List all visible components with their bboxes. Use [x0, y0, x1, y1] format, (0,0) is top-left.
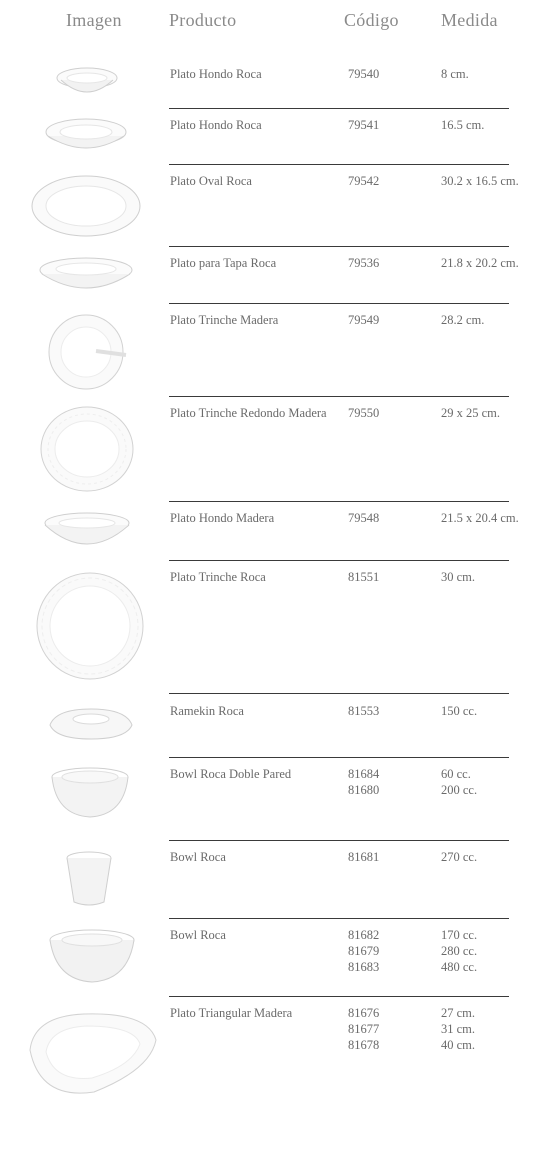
- product-measure: 16.5 cm.: [441, 118, 485, 132]
- row-divider: [169, 560, 509, 561]
- product-code: 81684: [348, 767, 380, 781]
- product-code: 81677: [348, 1022, 380, 1036]
- product-code: 81551: [348, 570, 380, 584]
- table-row: [0, 998, 552, 1108]
- product-code: 81678: [348, 1038, 380, 1052]
- row-divider: [169, 840, 509, 841]
- product-measure: 30.2 x 16.5 cm.: [441, 174, 519, 188]
- double-wall-bowl-icon: [48, 765, 132, 821]
- row-divider: [169, 501, 509, 502]
- product-measure: 150 cc.: [441, 704, 478, 718]
- row-divider: [169, 396, 509, 397]
- table-row: [0, 920, 552, 996]
- product-measure: 200 cc.: [441, 783, 478, 797]
- table-row: [0, 305, 552, 396]
- triangular-plate-icon: [24, 1010, 160, 1098]
- row-divider: [169, 693, 509, 694]
- round-textured-plate-icon: [38, 404, 136, 494]
- product-codes: [348, 927, 428, 975]
- product-name: Plato Hondo Madera: [170, 511, 275, 525]
- row-divider: [169, 918, 509, 919]
- rock-bowl-icon: [46, 928, 138, 986]
- product-measure: 480 cc.: [441, 960, 478, 974]
- product-measure: 21.5 x 20.4 cm.: [441, 511, 519, 525]
- table-row: [0, 398, 552, 501]
- product-name: Plato Trinche Roca: [170, 570, 266, 584]
- product-measure: 30 cm.: [441, 570, 476, 584]
- product-measure: 31 cm.: [441, 1022, 476, 1036]
- product-code: 81680: [348, 783, 380, 797]
- oval-plate-icon: [30, 174, 142, 238]
- product-measure: 27 cm.: [441, 1006, 476, 1020]
- row-divider: [169, 996, 509, 997]
- row-divider: [169, 108, 509, 109]
- product-measure: 28.2 cm.: [441, 313, 485, 327]
- product-name: Bowl Roca: [170, 850, 226, 864]
- product-code: 79548: [348, 511, 380, 525]
- product-measures: [441, 927, 551, 975]
- product-codes: [348, 766, 428, 798]
- product-name: Ramekin Roca: [170, 704, 244, 718]
- product-measure: 170 cc.: [441, 928, 478, 942]
- product-measure: 270 cc.: [441, 850, 478, 864]
- header-code: Código: [344, 10, 399, 30]
- product-name: Plato Trinche Madera: [170, 313, 279, 327]
- product-code: 81683: [348, 960, 380, 974]
- round-plate-icon: [48, 311, 128, 393]
- cup-bowl-icon: [62, 850, 116, 908]
- deep-plate-icon: [44, 116, 128, 156]
- product-measure: 21.8 x 20.2 cm.: [441, 256, 519, 270]
- table-row: [0, 695, 552, 757]
- ramekin-icon: [46, 703, 136, 743]
- product-code: 79549: [348, 313, 380, 327]
- header-product: Producto: [169, 10, 237, 30]
- product-name: Plato Trinche Redondo Madera: [170, 406, 327, 420]
- table-row: [0, 842, 552, 918]
- product-measure: 8 cm.: [441, 67, 469, 81]
- table-row: [0, 503, 552, 560]
- product-measures: [441, 1005, 551, 1053]
- product-measures: [441, 766, 551, 798]
- header-measure: Medida: [441, 10, 498, 30]
- product-code: 81682: [348, 928, 380, 942]
- lid-plate-icon: [38, 254, 134, 296]
- product-name: Bowl Roca: [170, 928, 226, 942]
- product-name: Plato Hondo Roca: [170, 118, 262, 132]
- table-row: [0, 110, 552, 164]
- product-measure: 29 x 25 cm.: [441, 406, 501, 420]
- product-codes: [348, 1005, 428, 1053]
- product-code: 79541: [348, 118, 380, 132]
- product-code: 81676: [348, 1006, 380, 1020]
- deep-plate-small-icon: [55, 64, 119, 98]
- large-round-plate-icon: [34, 570, 146, 682]
- product-code: 81681: [348, 850, 380, 864]
- table-row: [0, 562, 552, 693]
- row-divider: [169, 164, 509, 165]
- deep-bowl-plate-icon: [42, 509, 132, 555]
- product-name: Plato Oval Roca: [170, 174, 252, 188]
- row-divider: [169, 757, 509, 758]
- product-code: 79536: [348, 256, 380, 270]
- product-code: 79542: [348, 174, 380, 188]
- row-divider: [169, 246, 509, 247]
- product-code: 79540: [348, 67, 380, 81]
- header-image: Imagen: [66, 10, 122, 30]
- product-measure: 40 cm.: [441, 1038, 476, 1052]
- table-row: [0, 166, 552, 246]
- product-name: Bowl Roca Doble Pared: [170, 767, 292, 781]
- row-divider: [169, 303, 509, 304]
- table-row: [0, 759, 552, 840]
- product-code: 79550: [348, 406, 380, 420]
- table-row: [0, 248, 552, 303]
- product-name: Plato Hondo Roca: [170, 67, 262, 81]
- product-code: 81553: [348, 704, 380, 718]
- product-name: Plato Triangular Madera: [170, 1006, 293, 1020]
- product-name: Plato para Tapa Roca: [170, 256, 277, 270]
- product-code: 81679: [348, 944, 380, 958]
- table-row: [0, 60, 552, 108]
- product-measure: 60 cc.: [441, 767, 471, 781]
- product-measure: 280 cc.: [441, 944, 478, 958]
